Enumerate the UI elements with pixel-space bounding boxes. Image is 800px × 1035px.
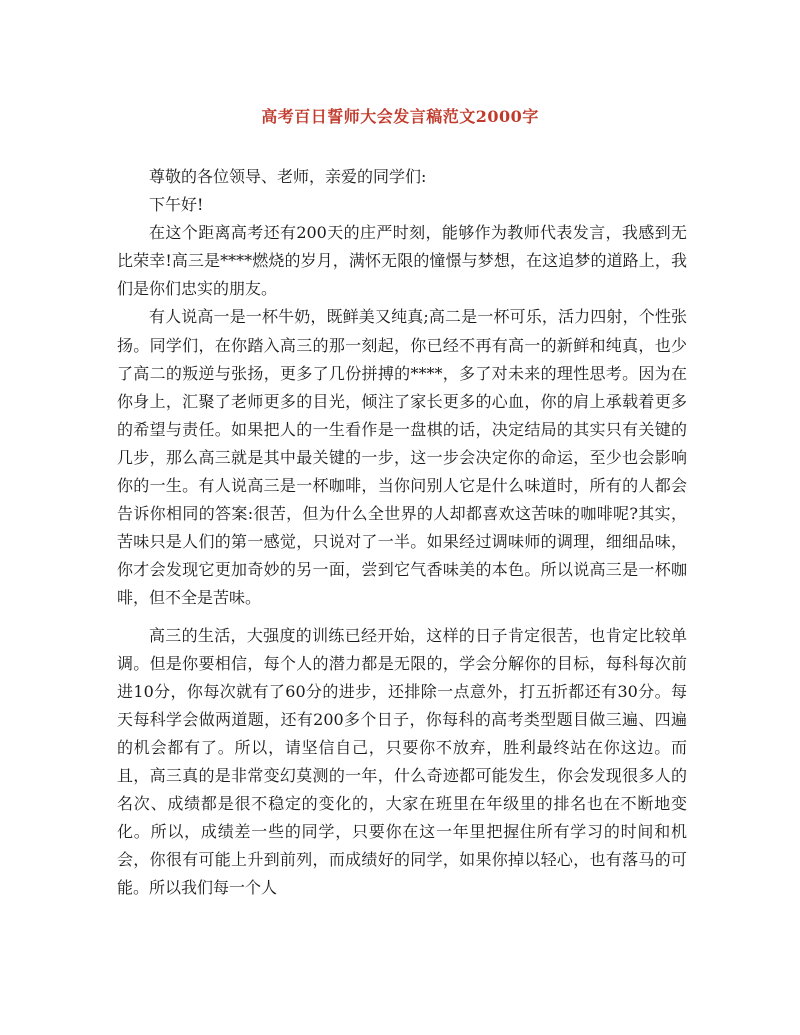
senior-life-paragraph: 高三的生活，大强度的训练已经开始，这样的日子肯定很苦，也肯定比较单调。但是你要相信，每个人的潜力都是无限的，学会分解你的目标，每科每次前进10分，你每次就有了60分的进步，还排除一点意外，打五折都还有30分。每天每科学会做两道题，还有200多个日子，你每科的高考类型题目做三遍、四遍的机会都有了。所以，请坚信自己，只要你不放弃，胜利最终站在你这边。而且，高三真的是非常变幻莫测的一年，什么奇迹都可能发生，你会发现很多人的名次、成绩都是很不稳定的变化的，大家在班里在年级里的排名也在不断地变化。所以，成绩差一些的同学，只要你在这一年里把握住所有学习的时间和机会，你很有可能上升到前列，而成绩好的同学，如果你掉以轻心，也有落马的可能。所以我们每一个人 [117, 625, 687, 898]
salutation-paragraph: 下午好! [149, 195, 204, 215]
opening-paragraph: 在这个距离高考还有200天的庄严时刻，能够作为教师代表发言，我感到无比荣幸!高三是****燃烧的岁月，满怀无限的憧憬与梦想，在这追梦的道路上，我们是你们忠实的朋友。 [117, 223, 687, 299]
analogy-paragraph: 有人说高一是一杯牛奶，既鲜美又纯真;高二是一杯可乐，活力四射，个性张扬。同学们，在你踏入高三的那一刻起，你已经不再有高一的新鲜和纯真，也少了高二的叛逆与张扬，更多了几份拼搏的****，多了对未来的理性思考。因为在你身上，汇聚了老师更多的目光，倾注了家长更多的心血，你的肩上承载着更多的希望与责任。如果把人的一生看作是一盘棋的话，决定结局的其实只有关键的几步，那么高三就是其中最关键的一步，这一步会决定你的命运，至少也会影响你的一生。有人说高三是一杯咖啡，当你问别人它是什么味道时，所有的人都会告诉你相同的答案:很苦，但为什么全世界的人却都喜欢这苦味的咖啡呢?其实，苦味只是人们的第一感觉，只说对了一半。如果经过调味师的调理，细细品味，你才会发现它更加奇妙的另一面，尝到它气香味美的本色。所以说高三是一杯咖啡，但不全是苦味。 [117, 307, 687, 608]
greeting-paragraph: 尊敬的各位领导、老师，亲爱的同学们: [149, 167, 427, 186]
document-title: 高考百日誓师大会发言稿范文2000字 [261, 107, 539, 126]
document-body [117, 163, 687, 902]
